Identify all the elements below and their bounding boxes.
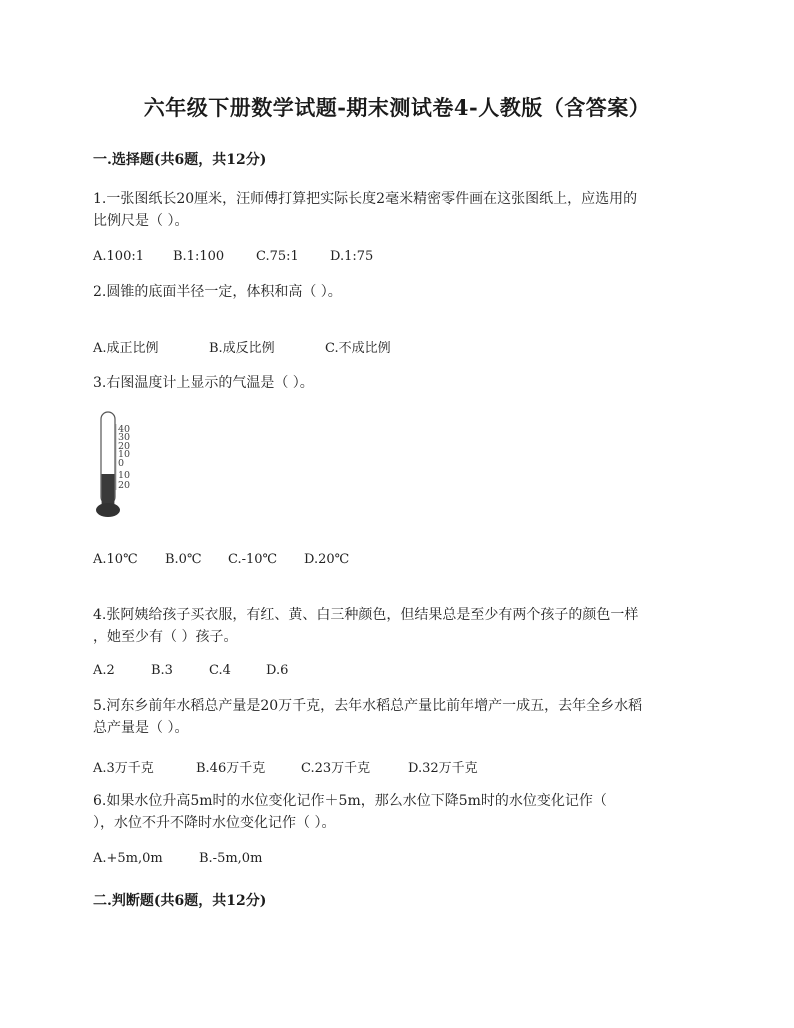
option-d: D.1:75 (330, 249, 374, 264)
question-2-options (93, 337, 391, 356)
question-4 (93, 604, 708, 648)
option-c: C.75:1 (256, 249, 299, 264)
question-5 (93, 695, 708, 739)
option-a: A.3万千克 (93, 761, 154, 776)
question-1 (93, 188, 708, 232)
option-a: A.+5m,0m (93, 851, 163, 866)
option-d: D.32万千克 (408, 761, 478, 776)
thermometer-figure (96, 410, 146, 522)
option-a: A.成正比例 (93, 341, 159, 356)
question-5-line-2: 总产量是（ ）。 (93, 720, 189, 736)
option-b: B.46万千克 (196, 761, 266, 776)
option-b: B.3 (151, 663, 173, 678)
thermometer-bulb (96, 503, 120, 517)
tick-label: 20 (118, 441, 131, 452)
option-d: D.20℃ (304, 552, 350, 567)
option-c: C.不成比例 (325, 341, 391, 356)
option-a: A.10℃ (93, 552, 138, 567)
question-4-options (93, 663, 288, 678)
option-a: A.100:1 (93, 249, 144, 264)
thermometer-scale (118, 424, 130, 491)
question-2-line-1: 2.圆锥的底面半径一定，体积和高（ ）。 (93, 284, 342, 300)
question-1-line-1: 1.一张图纸长20厘米，汪师傅打算把实际长度2毫米精密零件画在这张图纸上，应选用的 (93, 191, 638, 207)
tick-label: 20 (118, 480, 131, 491)
question-3-options (93, 552, 349, 567)
option-a: A.2 (93, 663, 115, 678)
tick-label: 30 (118, 432, 131, 443)
question-2 (93, 281, 708, 303)
question-5-line-1: 5.河东乡前年水稻总产量是20万千克，去年水稻总产量比前年增产一成五，去年全乡水稻 (93, 698, 643, 714)
question-1-options (93, 249, 373, 264)
thermometer-mercury (102, 474, 115, 506)
question-3-line-1: 3.右图温度计上显示的气温是（ ）。 (93, 375, 314, 391)
tick-label: 10 (118, 470, 131, 481)
page-title: 六年级下册数学试题-期末测试卷4-人教版（含答案） (143, 95, 651, 120)
section-heading-choice: 一.选择题(共6题，共12分) (93, 152, 267, 168)
option-b: B.-5m,0m (199, 851, 263, 866)
tick-label: 10 (118, 449, 131, 460)
option-d: D.6 (266, 663, 289, 678)
option-b: B.1:100 (173, 249, 225, 264)
question-6-options (93, 851, 262, 866)
question-3 (93, 372, 708, 394)
option-b: B.0℃ (165, 552, 202, 567)
tick-label: 0 (118, 458, 125, 469)
question-6 (93, 790, 708, 834)
question-4-line-2: ，她至少有（ ）孩子。 (93, 629, 238, 645)
tick-label: 40 (118, 424, 131, 435)
question-4-line-1: 4.张阿姨给孩子买衣服，有红、黄、白三种颜色，但结果总是至少有两个孩子的颜色一样 (93, 607, 639, 623)
question-6-line-1: 6.如果水位升高5m时的水位变化记作＋5m，那么水位下降5m时的水位变化记作（ (93, 793, 607, 809)
question-1-line-2: 比例尺是（ ）。 (93, 213, 189, 229)
option-c: C.23万千克 (301, 761, 371, 776)
question-6-line-2: ），水位不升不降时水位变化记作（ ）。 (93, 815, 336, 831)
question-5-options (93, 757, 478, 776)
section-heading-judgement: 二.判断题(共6题，共12分) (93, 893, 267, 909)
option-c: C.-10℃ (228, 552, 278, 567)
option-c: C.4 (209, 663, 231, 678)
option-b: B.成反比例 (209, 341, 275, 356)
